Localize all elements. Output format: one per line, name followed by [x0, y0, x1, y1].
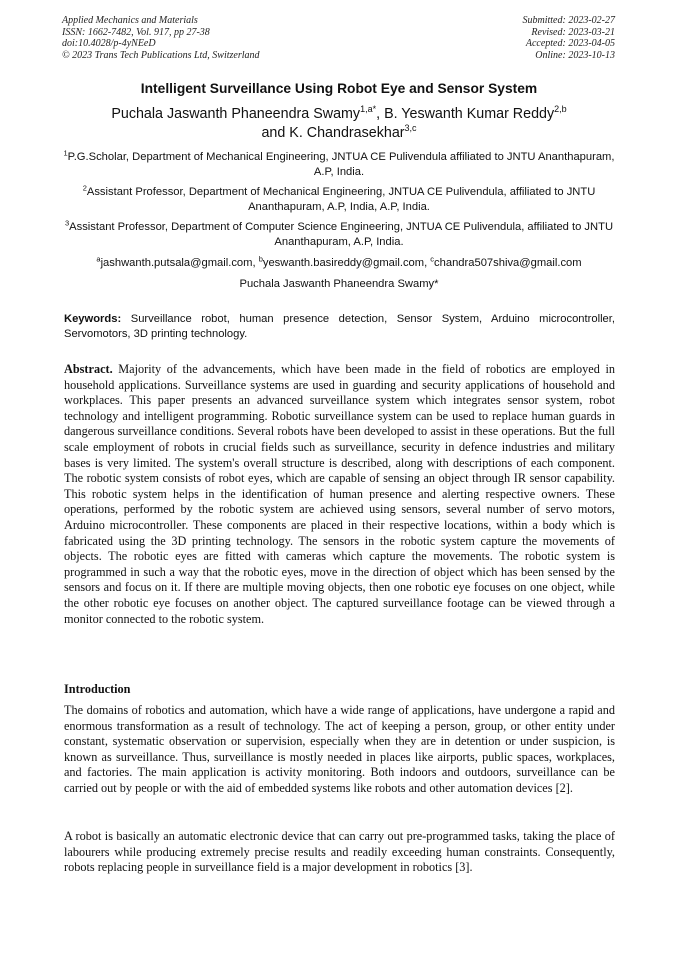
journal-header-left [62, 15, 260, 61]
email-link[interactable]: jashwanth.putsala@gmail.com, [100, 257, 256, 269]
journal-header-right [523, 15, 616, 61]
paper-title: Intelligent Surveillance Using Robot Eye and Sensor System [140, 81, 538, 96]
affiliation-superscript: 1 [63, 148, 68, 158]
author-superscript: 3,c [404, 123, 417, 134]
email-link[interactable]: chandra507shiva@gmail.com [434, 257, 582, 269]
author-conjunction: and [261, 125, 286, 141]
email-link[interactable]: yeswanth.basireddy@gmail.com, [262, 257, 428, 269]
email-list [40, 254, 638, 269]
date-revised: Revised: 2023-03-21 [531, 26, 615, 38]
author-list: Puchala Jaswanth Phaneendra Swamy$^{1,a*}$, B. Yeswanth Kumar Reddy$^{2,b}$ and K. Chandrasekhar$^{3,c}$ [111, 104, 567, 141]
email-superscript: b [258, 254, 263, 264]
affiliation-text: Assistant Professor, Department of Computer Science Engineering, JNTUA CE Pulivendula, affiliated to JNTU Ananthapuram, A.P, India. [69, 221, 614, 248]
journal-issn: ISSN: 1662-7482, Vol. 917, pp 27-38 [62, 26, 210, 38]
introduction-paragraph: The domains of robotics and automation, which have a wide range of applications, have undergone a rapid and enormous transformation as a result of technology. The act of keeping a person, group, or other entity under constant, systematic observation or supervision, especially when they are in detention or under suspicion, is known as surveillance. Thus, surveillance is mostly needed in places like airports, public spaces, workplaces, and factories. The main application is activity monitoring. Both indoors and outdoors, surveillance can be carried out by people or with the aid of embedded systems like robots and other automation devices [2]. [64, 703, 615, 795]
affiliation-text: Assistant Professor, Department of Mechanical Engineering, JNTUA CE Pulivendula, affiliated to JNTU Ananthapuram, A.P, India, A.P, India. [86, 186, 596, 213]
introduction-paragraph: A robot is basically an automatic electronic device that can carry out pre-programmed tasks, taking the place of labourers while producing extremely precise results and readily exceeding human constraints. Consequently, robots replacing people in surveillance field is a major development in robotics [3]. [64, 829, 615, 875]
author-name: B. Yeswanth Kumar Reddy [384, 106, 555, 122]
date-online: Online: 2023-10-13 [535, 49, 615, 61]
affiliation [62, 150, 616, 180]
author-name: K. Chandrasekhar [289, 125, 405, 141]
email-superscript: c [430, 254, 435, 264]
introduction-heading: Introduction [64, 682, 131, 696]
author-superscript: 2,b [554, 104, 567, 115]
affiliation [62, 220, 616, 250]
email-superscript: a [96, 254, 101, 264]
journal-copyright: © 2023 Trans Tech Publications Ltd, Switzerland [62, 49, 260, 61]
author-superscript: 1,a* [360, 104, 377, 115]
keywords-text: Surveillance robot, human presence detection, Sensor System, Arduino microcontroller, Servomotors, 3D printing technology. [64, 313, 615, 340]
date-submitted: Submitted: 2023-02-27 [522, 15, 615, 26]
affiliation-superscript: 2 [82, 183, 87, 193]
affiliation [62, 185, 616, 215]
corresponding-author: Puchala Jaswanth Phaneendra Swamy* [239, 278, 439, 290]
abstract-text: Majority of the advancements, which have been made in the field of robotics are employed in household applications. Surveillance systems are used in guarding and security applications of household and workplaces. This paper presents an advanced surveillance system which integrates sensor system, robot technology and intelligent programming. Robotic surveillance system can be used to replace human guards in dangerous surveillance conditions. Several robots have been developed to assist in these operations. But the full scale employment of robots in crucial fields such as surveillance, security in defence industries and military bases is very limited. The system's overall structure is described, along with descriptions of each component. The robotic system consists of robot eyes, which are capable of sensing an object through IR sensor capability. This robotic system helps in the identification of human presence and alerting respective owners. These operations, performed by the robotic system are achieved using sensors, several number of servo motors, Arduino microcontroller. These components are placed in their respective locations, within a body which is fabricated using the 3D printing technology. The sensors in the robotic system capture the movements of objects. The robotic eyes are fitted with cameras which capture the movements. The robotic system is programmed in such a way that the robotic eyes, move in the direction of object which has been sensed by the sensors and focus on it. If there are multiple moving objects, then one robotic eye focuses on one object, while the other robotic eye focuses on another object. The captured surveillance footage can be viewed through a monitor connected to the robotic system. [64, 362, 615, 626]
abstract-section [64, 362, 615, 627]
affiliation-superscript: 3 [64, 218, 70, 228]
journal-name: Applied Mechanics and Materials [62, 15, 198, 26]
journal-doi[interactable]: doi:10.4028/p-4yNEeD [62, 38, 156, 50]
affiliation-text: P.G.Scholar, Department of Mechanical Engineering, JNTUA CE Pulivendula affiliated to JNTU Ananthapuram, A.P, India. [67, 151, 615, 178]
author-name: Puchala Jaswanth Phaneendra Swamy [111, 106, 361, 122]
date-accepted: Accepted: 2023-04-05 [525, 38, 615, 50]
keywords-label: Keywords: [64, 313, 122, 325]
abstract-label: Abstract. [64, 362, 113, 376]
keywords-section [64, 312, 615, 342]
